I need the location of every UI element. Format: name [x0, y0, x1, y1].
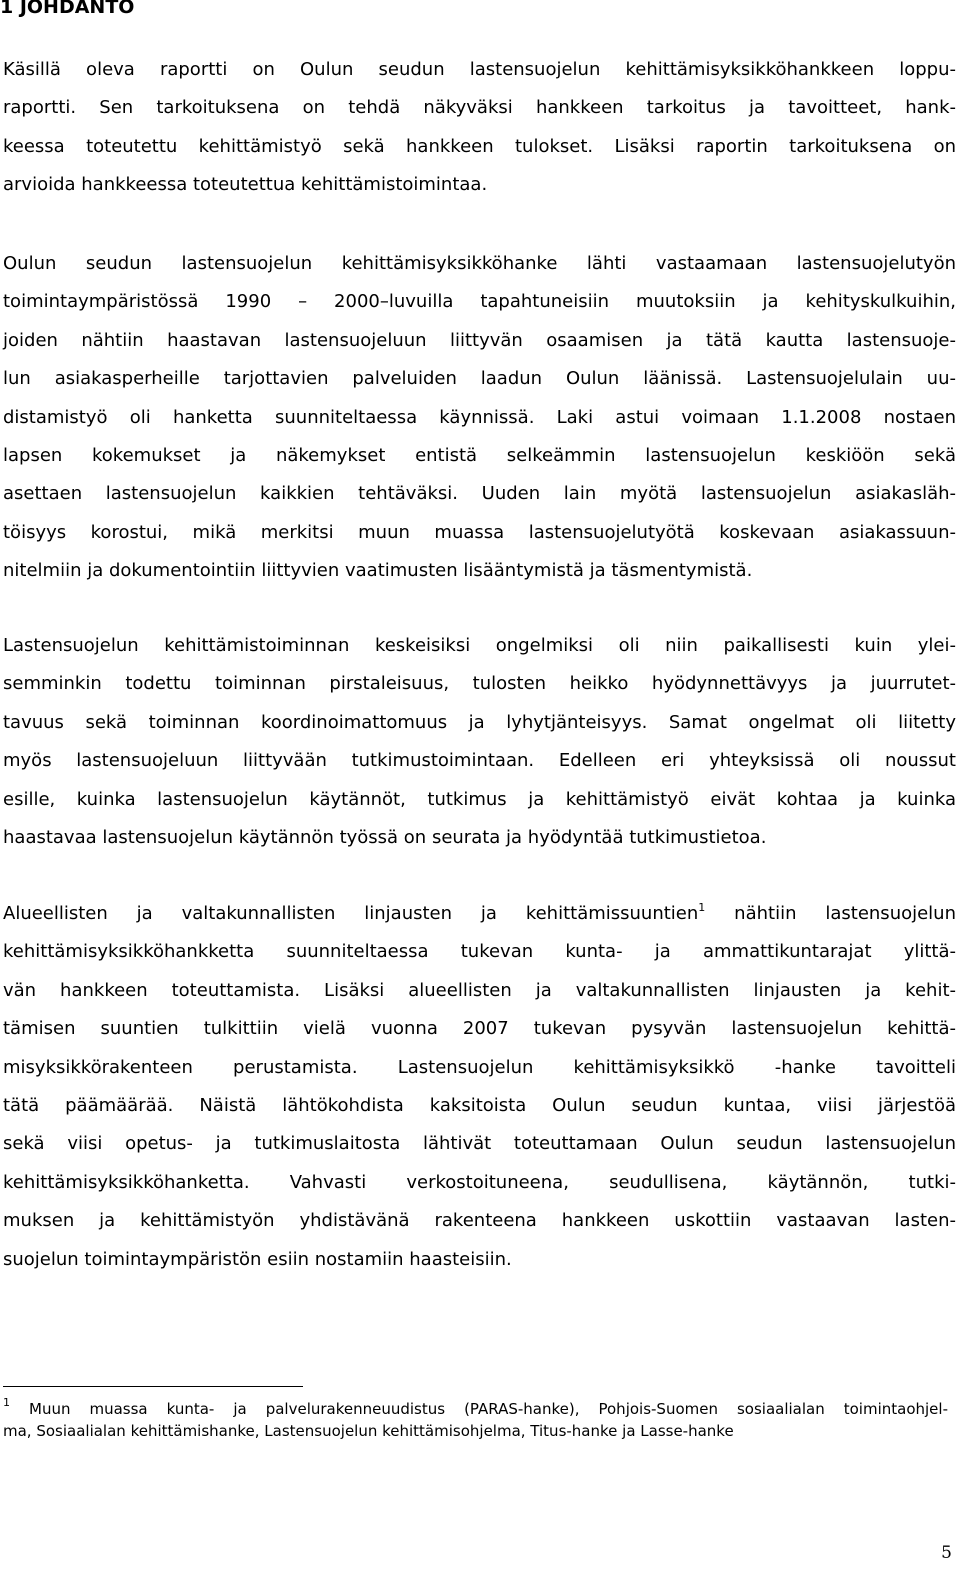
paragraph-line: [3, 895, 956, 933]
footnote-line: [3, 1398, 948, 1420]
paragraph-line: tätä päämäärää. Näistä lähtökohdista kaksitoista Oulun seudun kuntaa, viisi järjestöä: [3, 1095, 956, 1117]
paragraph-line: keessa toteutettu kehittämistyö sekä hankkeen tulokset. Lisäksi raportin tarkoituksena on: [3, 135, 956, 157]
footnote-divider: [3, 1386, 303, 1387]
paragraph-line: esille, kuinka lastensuojelun käytännöt, tutkimus ja kehittämistyö eivät kohtaa ja kuinka: [3, 788, 956, 810]
paragraph-line: semminkin todettu toiminnan pirstaleisuus, tulosten heikko hyödynnettävyys ja juurrutet-: [3, 673, 956, 695]
footnote-line: ma, Sosiaalialan kehittämishanke, Lastensuojelun kehittämisohjelma, Titus-hanke ja Lasse-hanke: [3, 1422, 734, 1440]
paragraph-line: muksen ja kehittämistyön yhdistävänä rakenteena hankkeen uskottiin vastaavan lasten-: [3, 1210, 956, 1232]
paragraph-text: nähtiin lastensuojelun: [705, 903, 957, 924]
paragraph-2: [3, 245, 956, 591]
paragraph-line: myös lastensuojeluun liittyvään tutkimustoimintaan. Edelleen eri yhteyksissä oli noussut: [3, 750, 956, 772]
section-heading: 1 JOHDANTO: [0, 0, 135, 18]
paragraph-line: Oulun seudun lastensuojelun kehittämisyksikköhanke lähti vastaamaan lastensuojelutyön: [3, 253, 956, 274]
paragraph-line: vän hankkeen toteuttamista. Lisäksi alueellisten ja valtakunnallisten linjausten ja kehit-: [3, 979, 956, 1001]
paragraph-line: nitelmiin ja dokumentointiin liittyvien vaatimusten lisääntymistä ja täsmentymistä.: [3, 560, 753, 582]
paragraph-line: lapsen kokemukset ja näkemykset entistä selkeämmin lastensuojelun keskiöön sekä: [3, 445, 956, 467]
paragraph-line: Lastensuojelun kehittämistoiminnan keskeisiksi ongelmiksi oli niin paikallisesti kuin ylei-: [3, 635, 956, 656]
paragraph-line: toimintaympäristössä 1990 – 2000–luvuilla tapahtuneisiin muutoksiin ja kehityskulkuihin,: [3, 291, 956, 313]
paragraph-line: haastavaa lastensuojelun käytännön työssä on seurata ja hyödyntää tutkimustietoa.: [3, 827, 767, 849]
footnote-reference[interactable]: 1: [698, 901, 706, 914]
paragraph-3: [3, 627, 956, 857]
paragraph-line: misyksikkörakenteen perustamista. Lastensuojelun kehittämisyksikkö -hanke tavoitteli: [3, 1056, 956, 1078]
paragraph-line: lun asiakasperheille tarjottavien palveluiden laadun Oulun läänissä. Lastensuojelulain uu-: [3, 368, 956, 390]
paragraph-1: [3, 51, 956, 205]
paragraph-line: arvioida hankkeessa toteutettua kehittämistoimintaa.: [3, 174, 488, 196]
paragraph-line: asettaen lastensuojelun kaikkien tehtäväksi. Uuden lain myötä lastensuojelun asiakasläh-: [3, 483, 956, 505]
footnote-marker: 1: [3, 1396, 10, 1409]
paragraph-line: sekä viisi opetus- ja tutkimuslaitosta lähtivät toteuttamaan Oulun seudun lastensuojelun: [3, 1133, 956, 1155]
paragraph-line: töisyys korostui, mikä merkitsi muun muassa lastensuojelutyötä koskevaan asiakassuun-: [3, 521, 956, 543]
paragraph-4: [3, 895, 956, 1279]
paragraph-text: Alueellisten ja valtakunnallisten linjausten ja kehittämissuuntien: [3, 903, 699, 924]
paragraph-line: tämisen suuntien tulkittiin vielä vuonna 2007 tukevan pysyvän lastensuojelun kehittä-: [3, 1018, 956, 1040]
footnote-text: Muun muassa kunta- ja palvelurakenneuudistus (PARAS-hanke), Pohjois-Suomen sosiaalialan toimintaohjel-: [10, 1400, 948, 1418]
footnote: [3, 1398, 948, 1442]
paragraph-line: suojelun toimintaympäristön esiin nostamiin haasteisiin.: [3, 1248, 512, 1270]
paragraph-line: joiden nähtiin haastavan lastensuojeluun liittyvän osaamisen ja tätä kautta lastensuoje-: [3, 329, 956, 351]
paragraph-line: kehittämisyksikköhanketta. Vahvasti verkostoituneena, seudullisena, käytännön, tutki-: [3, 1171, 956, 1193]
paragraph-line: raportti. Sen tarkoituksena on tehdä näkyväksi hankkeen tarkoitus ja tavoitteet, hank-: [3, 97, 956, 119]
paragraph-line: kehittämisyksikköhankketta suunniteltaessa tukevan kunta- ja ammattikuntarajat ylittä-: [3, 941, 956, 963]
paragraph-line: tavuus sekä toiminnan koordinoimattomuus ja lyhytjänteisyys. Samat ongelmat oli liitetty: [3, 711, 956, 733]
page-number: 5: [941, 1543, 952, 1563]
paragraph-line: distamistyö oli hanketta suunniteltaessa käynnissä. Laki astui voimaan 1.1.2008 nostaen: [3, 406, 956, 428]
paragraph-line: Käsillä oleva raportti on Oulun seudun lastensuojelun kehittämisyksikköhankkeen loppu-: [3, 59, 956, 80]
